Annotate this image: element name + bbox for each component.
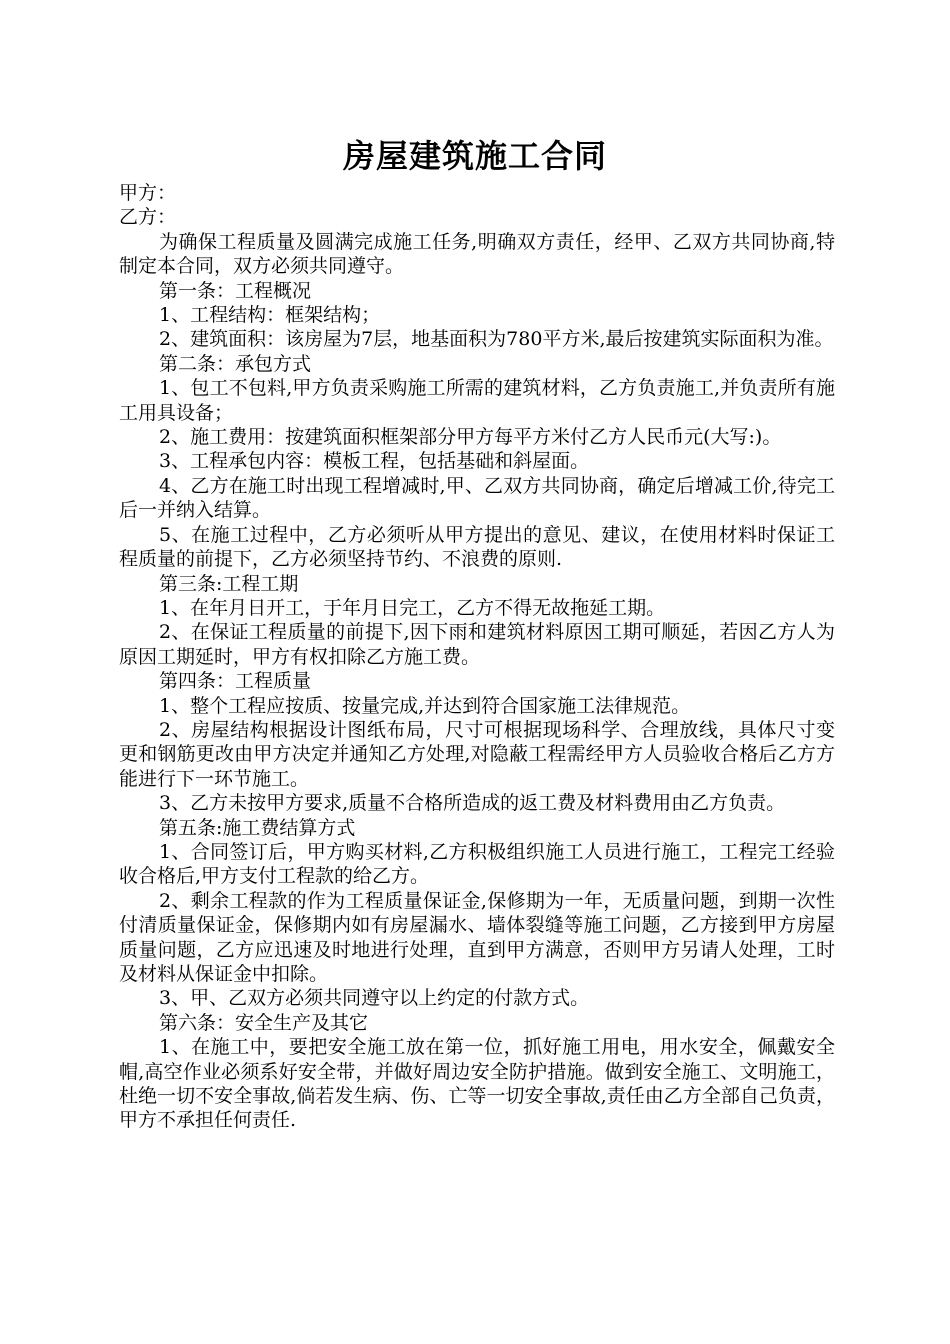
article-heading: 第三条:工程工期 xyxy=(159,572,299,595)
party-line: 乙方： xyxy=(119,206,177,229)
clause-paragraph: 2、房屋结构根据设计图纸布局，尺寸可根据现场科学、合理放线，具体尺寸变更和钢筋更改由甲方决定并通知乙方处理,对隐蔽工程需经甲方人员验收合格后乙方方能进行下一环节施工。 xyxy=(119,718,835,790)
clause-paragraph: 1、整个工程应按质、按量完成,并达到符合国家施工法律规范。 xyxy=(159,694,691,717)
clause-paragraph: 2、剩余工程款的作为工程质量保证金,保修期为一年，无质量问题，到期一次性付清质量保证金，保修期内如有房屋漏水、墙体裂缝等施工问题，乙方接到甲方房屋质量问题，乙方应迅速及时地进行处理，直到甲方满意，否则甲方另请人处理，工时及材料从保证金中扣除。 xyxy=(119,889,835,985)
clause-paragraph: 3、工程承包内容：模板工程，包括基础和斜屋面。 xyxy=(159,450,590,473)
article-heading: 第六条：安全生产及其它 xyxy=(159,1011,369,1034)
article-heading: 第四条：工程质量 xyxy=(159,670,312,693)
clause-paragraph: 1、在年月日开工，于年月日完工，乙方不得无故拖延工期。 xyxy=(159,596,666,619)
clause-paragraph: 3、甲、乙双方必须共同遵守以上约定的付款方式。 xyxy=(159,987,590,1010)
document-title: 房屋建筑施工合同 xyxy=(342,137,607,175)
clause-paragraph: 2、施工费用：按建筑面积框架部分甲方每平方米付乙方人民币元(大写:)。 xyxy=(159,426,782,449)
document-body xyxy=(119,181,835,1133)
clause-paragraph: 2、建筑面积：该房屋为7层，地基面积为780平方米,最后按建筑实际面积为准。 xyxy=(159,328,834,351)
clause-paragraph: 为确保工程质量及圆满完成施工任务,明确双方责任，经甲、乙双方共同协商,特制定本合同，双方必须共同遵守。 xyxy=(119,230,835,278)
article-heading: 第二条：承包方式 xyxy=(159,352,312,375)
clause-paragraph: 3、乙方未按甲方要求,质量不合格所造成的返工费及材料费用由乙方负责。 xyxy=(159,792,786,815)
clause-paragraph: 1、合同签订后，甲方购买材料,乙方积极组织施工人员进行施工，工程完工经验收合格后,甲方支付工程款的给乙方。 xyxy=(119,840,835,888)
article-heading: 第一条：工程概况 xyxy=(159,279,312,302)
party-line: 甲方： xyxy=(119,182,177,204)
clause-paragraph: 2、在保证工程质量的前提下,因下雨和建筑材料原因工期可顺延，若因乙方人为原因工期延时，甲方有权扣除乙方施工费。 xyxy=(119,621,835,668)
clause-paragraph: 1、工程结构：框架结构； xyxy=(159,304,381,327)
clause-paragraph: 1、包工不包料,甲方负责采购施工所需的建筑材料，乙方负责施工,并负责所有施工用具设备； xyxy=(119,377,835,424)
article-heading: 第五条:施工费结算方式 xyxy=(159,816,356,839)
clause-paragraph: 5、在施工过程中，乙方必须听从甲方提出的意见、建议，在使用材料时保证工程质量的前提下，乙方必须坚持节约、不浪费的原则. xyxy=(119,523,835,571)
clause-paragraph: 4、乙方在施工时出现工程增减时,甲、乙双方共同协商，确定后增减工价,待完工后一并纳入结算。 xyxy=(119,474,835,522)
clause-paragraph: 1、在施工中，要把安全施工放在第一位，抓好施工用电，用水安全，佩戴安全帽,高空作业必须系好安全带，并做好周边安全防护措施。做到安全施工、文明施工，杜绝一切不安全事故,倘若发生病、伤、亡等一切安全事故,责任由乙方全部自己负责，甲方不承担任何责任. xyxy=(119,1036,835,1132)
